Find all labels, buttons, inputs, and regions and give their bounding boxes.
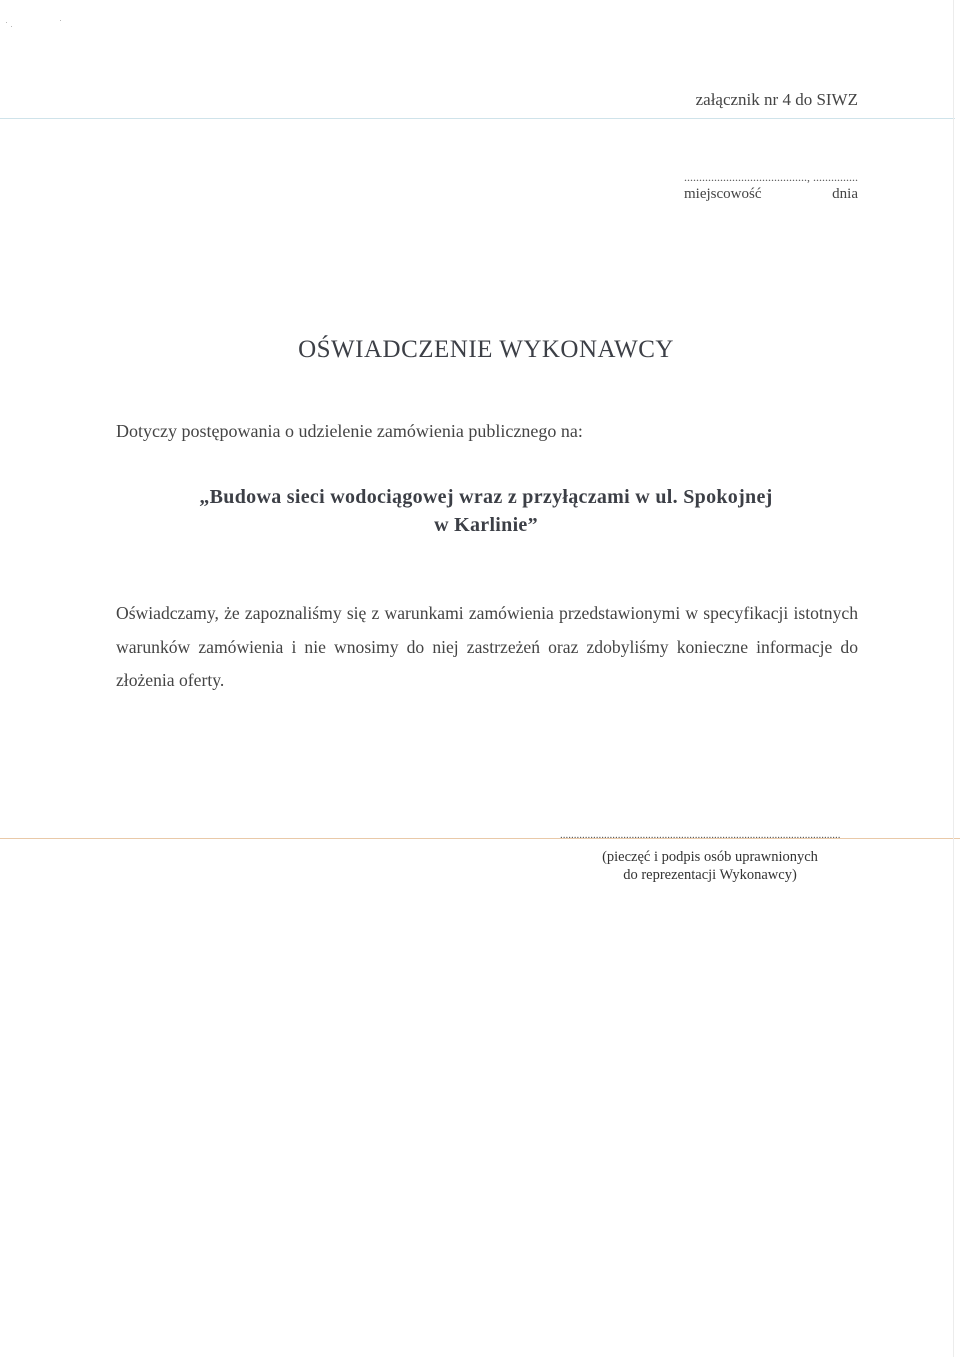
scan-speck [11,26,12,27]
statement-paragraph: Oświadczamy, że zapoznaliśmy się z warunkami zamówienia przedstawionymi w specyfikacji istotnych warunków zamówienia i nie wnosimy do niej zastrzeżeń oraz zdobyliśmy konieczne informacje do złożenia oferty. [116,603,858,690]
document-title: OŚWIADCZENIE WYKONAWCY [298,336,674,363]
page-edge [953,0,954,1357]
project-title-line-2: w Karlinie” [434,514,538,536]
attachment-label: załącznik nr 4 do SIWZ [695,90,858,109]
project-title [0,483,960,539]
signature-caption-line-2: do reprezentacji Wykonawcy) [623,867,797,883]
place-date-labels [636,186,858,203]
scan-speck [6,22,7,23]
signature-caption-line-1: (pieczęć i podpis osób uprawnionych [602,849,818,865]
project-title-line-1: „Budowa sieci wodociągowej wraz z przyłączami w ul. Spokojnej [199,486,773,508]
scan-speck [60,20,61,21]
place-date-field [636,170,858,203]
place-label: miejscowość [684,186,762,202]
date-label: dnia [832,186,858,202]
scan-divider-top [0,118,955,119]
signature-dots: ...................................................................................................... [560,830,841,840]
signature-block [560,830,860,884]
concerns-line: Dotyczy postępowania o udzielenie zamówienia publicznego na: [116,421,583,441]
place-date-dots: ........................................., ............... [684,170,858,184]
